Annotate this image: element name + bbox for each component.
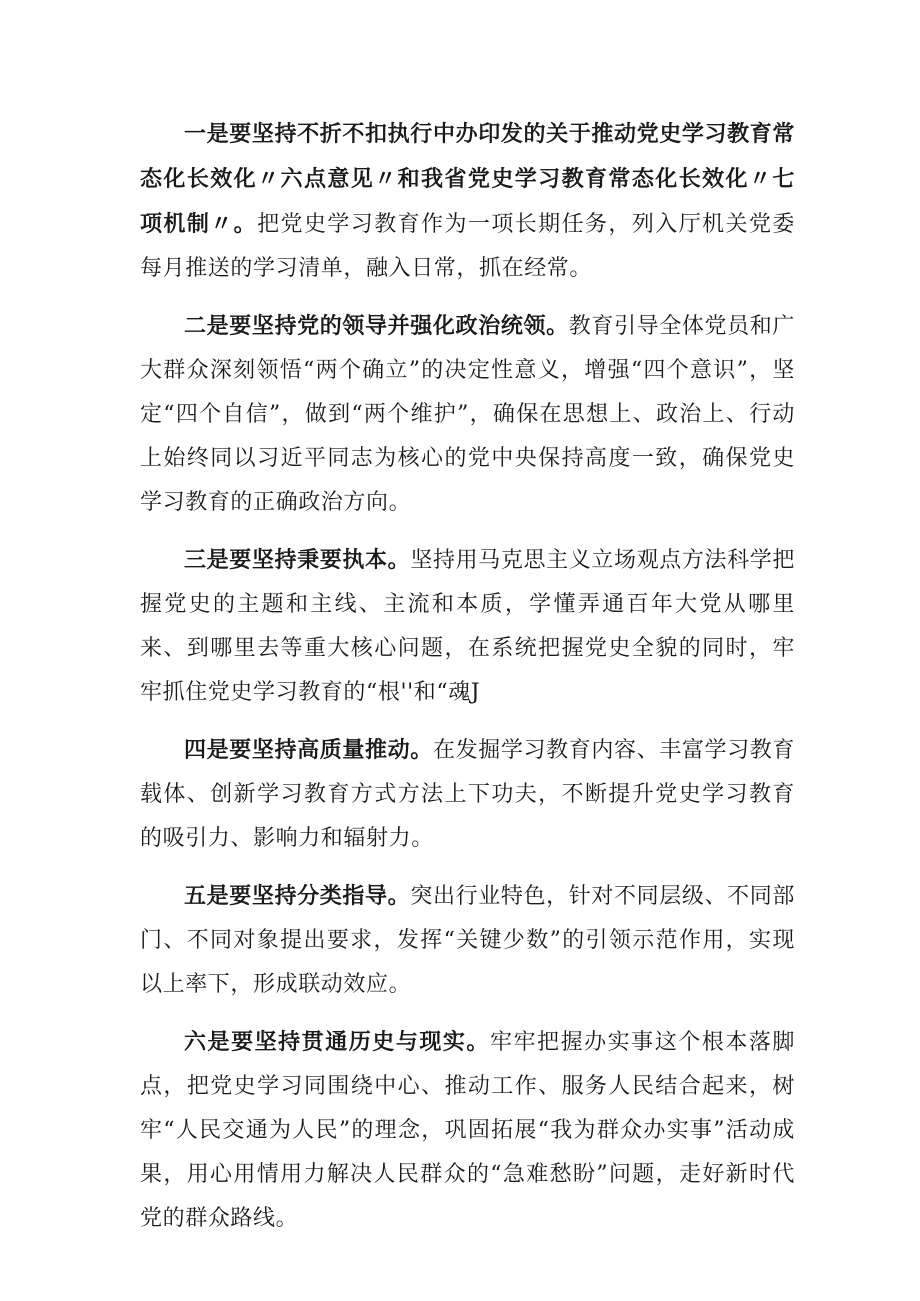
paragraph-1-lead: 一是要坚持不折不扣执行中办印发的关于推动党史学习教育常态化长效化〃六点意见〃和我省党史学习教育常态化长效化〃七项机制〃。 (140, 121, 795, 237)
paragraph-3-lead: 三是要坚持秉要执本。 (184, 547, 411, 573)
paragraph-1-body: 把党史学习教育作为一项长期任务，列入厅机关党委每月推送的学习清单，融入日常，抓在经常。 (140, 212, 795, 281)
paragraph-6-lead: 六是要坚持贯通历史与现实。 (184, 1029, 490, 1055)
paragraph-3-body: 坚持用马克思主义立场观点方法科学把握党史的主题和主线、主流和本质，学懂弄通百年大党从哪里来、到哪里去等重大核心问题，在系统把握党史全貌的同时，牢牢抓住党史学习教育的“根''和“魂J (140, 548, 795, 705)
paragraph-5-lead: 五是要坚持分类指导。 (184, 883, 411, 909)
paragraph-2 (140, 304, 795, 525)
paragraph-6 (140, 1020, 795, 1241)
paragraph-2-body: 教育引导全体党员和广大群众深刻领悟“两个确立”的决定性意义，增强“四个意识”，坚定“四个自信”，做到“两个维护”，确保在思想上、政治上、行动上始终同以习近平同志为核心的党中央保持高度一致，确保党史学习教育的正确政治方向。 (140, 314, 795, 515)
document-page (140, 112, 795, 1254)
paragraph-4-lead: 四是要坚持高质量推动。 (184, 737, 433, 763)
paragraph-5 (140, 874, 795, 1007)
paragraph-4 (140, 728, 795, 861)
paragraph-5-body: 突出行业特色，针对不同层级、不同部门、不同对象提出要求，发挥“关键少数”的引领示范作用，实现以上率下，形成联动效应。 (140, 884, 795, 997)
paragraph-4-body: 在发掘学习教育内容、丰富学习教育载体、创新学习教育方式方法上下功夫，不断提升党史学习教育的吸引力、影响力和辐射力。 (140, 738, 795, 851)
paragraph-6-body: 牢牢把握办实事这个根本落脚点，把党史学习同围绕中心、推动工作、服务人民结合起来，树牢“人民交通为人民”的理念，巩固拓展“我为群众办实事”活动成果，用心用情用力解决人民群众的“急难愁盼”问题，走好新时代党的群众路线。 (140, 1030, 795, 1231)
paragraph-2-lead: 二是要坚持党的领导并强化政治统领。 (184, 313, 569, 339)
paragraph-1 (140, 112, 795, 291)
paragraph-3 (140, 538, 795, 715)
